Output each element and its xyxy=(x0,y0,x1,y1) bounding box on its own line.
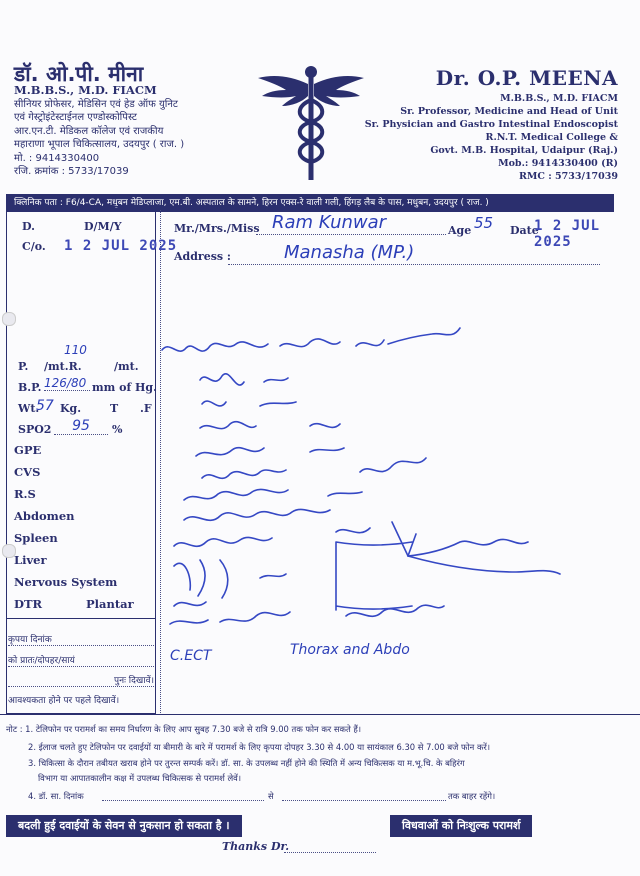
note-4-from-line xyxy=(102,800,264,801)
english-line: Govt. M.B. Hospital, Udaipur (Raj.) xyxy=(430,145,618,156)
exam-dtr: DTR xyxy=(14,597,43,611)
rx-note-ct: C.ECT xyxy=(170,648,212,664)
bp-value: 126/80 xyxy=(44,376,90,391)
hindi-line: मो. : 9414330400 xyxy=(14,152,100,164)
note-4-end: तक बाहर रहेंगे। xyxy=(448,791,496,801)
patient-name-line xyxy=(256,234,446,235)
bp-label: B.P. xyxy=(18,381,42,394)
followup-date: कृपया दिनांक xyxy=(8,632,154,646)
patient-label: Mr./Mrs./Miss xyxy=(174,222,260,235)
d-label: D. xyxy=(22,220,35,233)
age-value: 55 xyxy=(474,214,494,232)
bp-unit: mm of Hg. xyxy=(92,381,157,394)
exam-nervous-system: Nervous System xyxy=(14,575,118,589)
followup-top-line xyxy=(6,618,156,619)
hindi-line: आर.एन.टी. मेडिकल कॉलेज एवं राजकीय xyxy=(14,125,164,137)
clinic-address-bar: क्लिनिक पता : F6/4-CA, मधुबन मेडिप्लाजा, एम.बी. अस्पताल के सामने, हिरन एक्स-रे वाली गली, हिंगड़ लैब के पास, मधुबन, उदयपुर ( राज. ) xyxy=(6,194,614,212)
weight-unit: Kg. xyxy=(60,402,82,415)
punch-hole xyxy=(2,312,16,326)
note-1: नोट : 1. टेलिफोन पर परामर्श का समय निर्धारण के लिए आप सुबह 7.30 बजे से रात्रि 9.00 तक फोन कर सकते हैं। xyxy=(6,724,362,734)
spo2-label: SPO2 xyxy=(18,423,52,436)
hindi-line: एवं गेस्ट्रोइंटेस्टाईनल एण्डोस्कोपिस्ट xyxy=(14,112,137,123)
address-value: Manasha (MP.) xyxy=(284,242,415,263)
exam-spleen: Spleen xyxy=(14,531,58,545)
thanks-label: Thanks Dr. xyxy=(222,840,290,853)
note-4-se: से xyxy=(268,791,274,801)
note-4-to-line xyxy=(282,800,446,801)
temp-label: T xyxy=(110,402,119,415)
age-label: Age xyxy=(448,224,472,237)
notes-separator xyxy=(0,714,640,715)
pulse-unit: /mt.R. xyxy=(44,360,82,373)
exam-plantar: Plantar xyxy=(86,597,134,611)
patient-name: Ram Kunwar xyxy=(272,212,387,233)
temp-unit: .F xyxy=(140,402,152,415)
doctor-details-english xyxy=(365,92,618,183)
exam-gpe: GPE xyxy=(14,443,42,457)
hindi-line: महाराणा भूपाल चिकित्सालय, उदयपुर ( राज. ) xyxy=(14,139,185,150)
doctor-name-english: Dr. O.P. MEENA xyxy=(435,66,618,90)
followup-time: को प्रातः/दोपहर/सायं xyxy=(8,653,154,667)
spo2-unit: % xyxy=(112,423,123,436)
english-line: Sr. Professor, Medicine and Head of Unit xyxy=(400,106,618,117)
widow-consult-banner: विधवाओं को निःशुल्क परामर्श xyxy=(390,815,532,837)
co-label: C/o. xyxy=(22,240,46,253)
english-line: RMC : 5733/17039 xyxy=(518,171,618,182)
doctor-name-hindi: डॉ. ओ.पी. मीना xyxy=(14,62,144,86)
exam-abdomen: Abdomen xyxy=(14,509,75,523)
english-line: Mob.: 9414330400 (R) xyxy=(498,158,618,169)
address-label: Address : xyxy=(174,250,231,263)
note-3: 3. चिकित्सा के दौरान तबीयत खराब होने पर तुरन्त सम्पर्क करें। डॉ. सा. के उपलब्ध नहीं होने की स्थिति में अन्य चिकित्सक या म.भू.चि. के बहिरंग xyxy=(28,758,465,768)
hindi-line: रजि. क्रमांक : 5733/17039 xyxy=(14,166,129,177)
pulse-label: P. xyxy=(18,360,29,373)
note-3-cont: विभाग या आपातकालीन कक्ष में उपलब्ध चिकित्सक से परामर्श लेवें। xyxy=(38,773,241,783)
exam-rs: R.S xyxy=(14,487,36,501)
date-label: Date xyxy=(510,224,539,237)
dmy-label: D/M/Y xyxy=(84,220,122,233)
address-line xyxy=(228,264,600,265)
thanks-line xyxy=(284,852,376,853)
resp-unit: /mt. xyxy=(114,360,139,373)
caduceus-icon xyxy=(256,62,366,186)
english-line: Sr. Physician and Gastro Intestinal Endoscopist xyxy=(364,119,618,130)
spo2-value: 95 xyxy=(54,418,108,435)
exam-liver: Liver xyxy=(14,553,47,567)
exam-cvs: CVS xyxy=(14,465,41,479)
english-line: M.B.B.S., M.D. FIACM xyxy=(500,93,618,104)
weight-value: 57 xyxy=(36,398,54,414)
weight-label: Wt. xyxy=(18,402,40,415)
hindi-line: सीनियर प्रोफेसर, मेडिसिन एवं हेड ऑफ युनिट xyxy=(14,98,178,110)
english-line: R.N.T. Medical College & xyxy=(485,132,618,143)
note-4: 4. डॉ. सा. दिनांक xyxy=(28,791,84,801)
warning-banner: बदली हुई दवाईयों के सेवन से नुकसान हो सकता है । xyxy=(6,815,242,837)
note-2: 2. ईलाज चलते हुए टेलिफोन पर दवाईयों या बीमारी के बारे में परामर्श के लिए कृपया दोपहर 3.30 से 4.00 या सायंकाल 6.30 से 7.00 बजे फोन करें। xyxy=(28,742,491,752)
doctor-details-hindi xyxy=(14,84,184,179)
pulse-value: 110 xyxy=(64,343,87,357)
rx-note-thorax: Thorax and Abdo xyxy=(290,642,410,658)
date-stamp-right: 1 2 JUL 2025 xyxy=(534,218,601,250)
degree-hindi-side: M.B.B.S., M.D. FIACM xyxy=(14,83,157,97)
date-stamp-left: 1 2 JUL 2025 xyxy=(64,238,178,254)
followup-early: आवश्यकता होने पर पहले दिखावें। xyxy=(8,696,120,706)
followup-revisit: पुनः दिखावें। xyxy=(8,673,154,687)
